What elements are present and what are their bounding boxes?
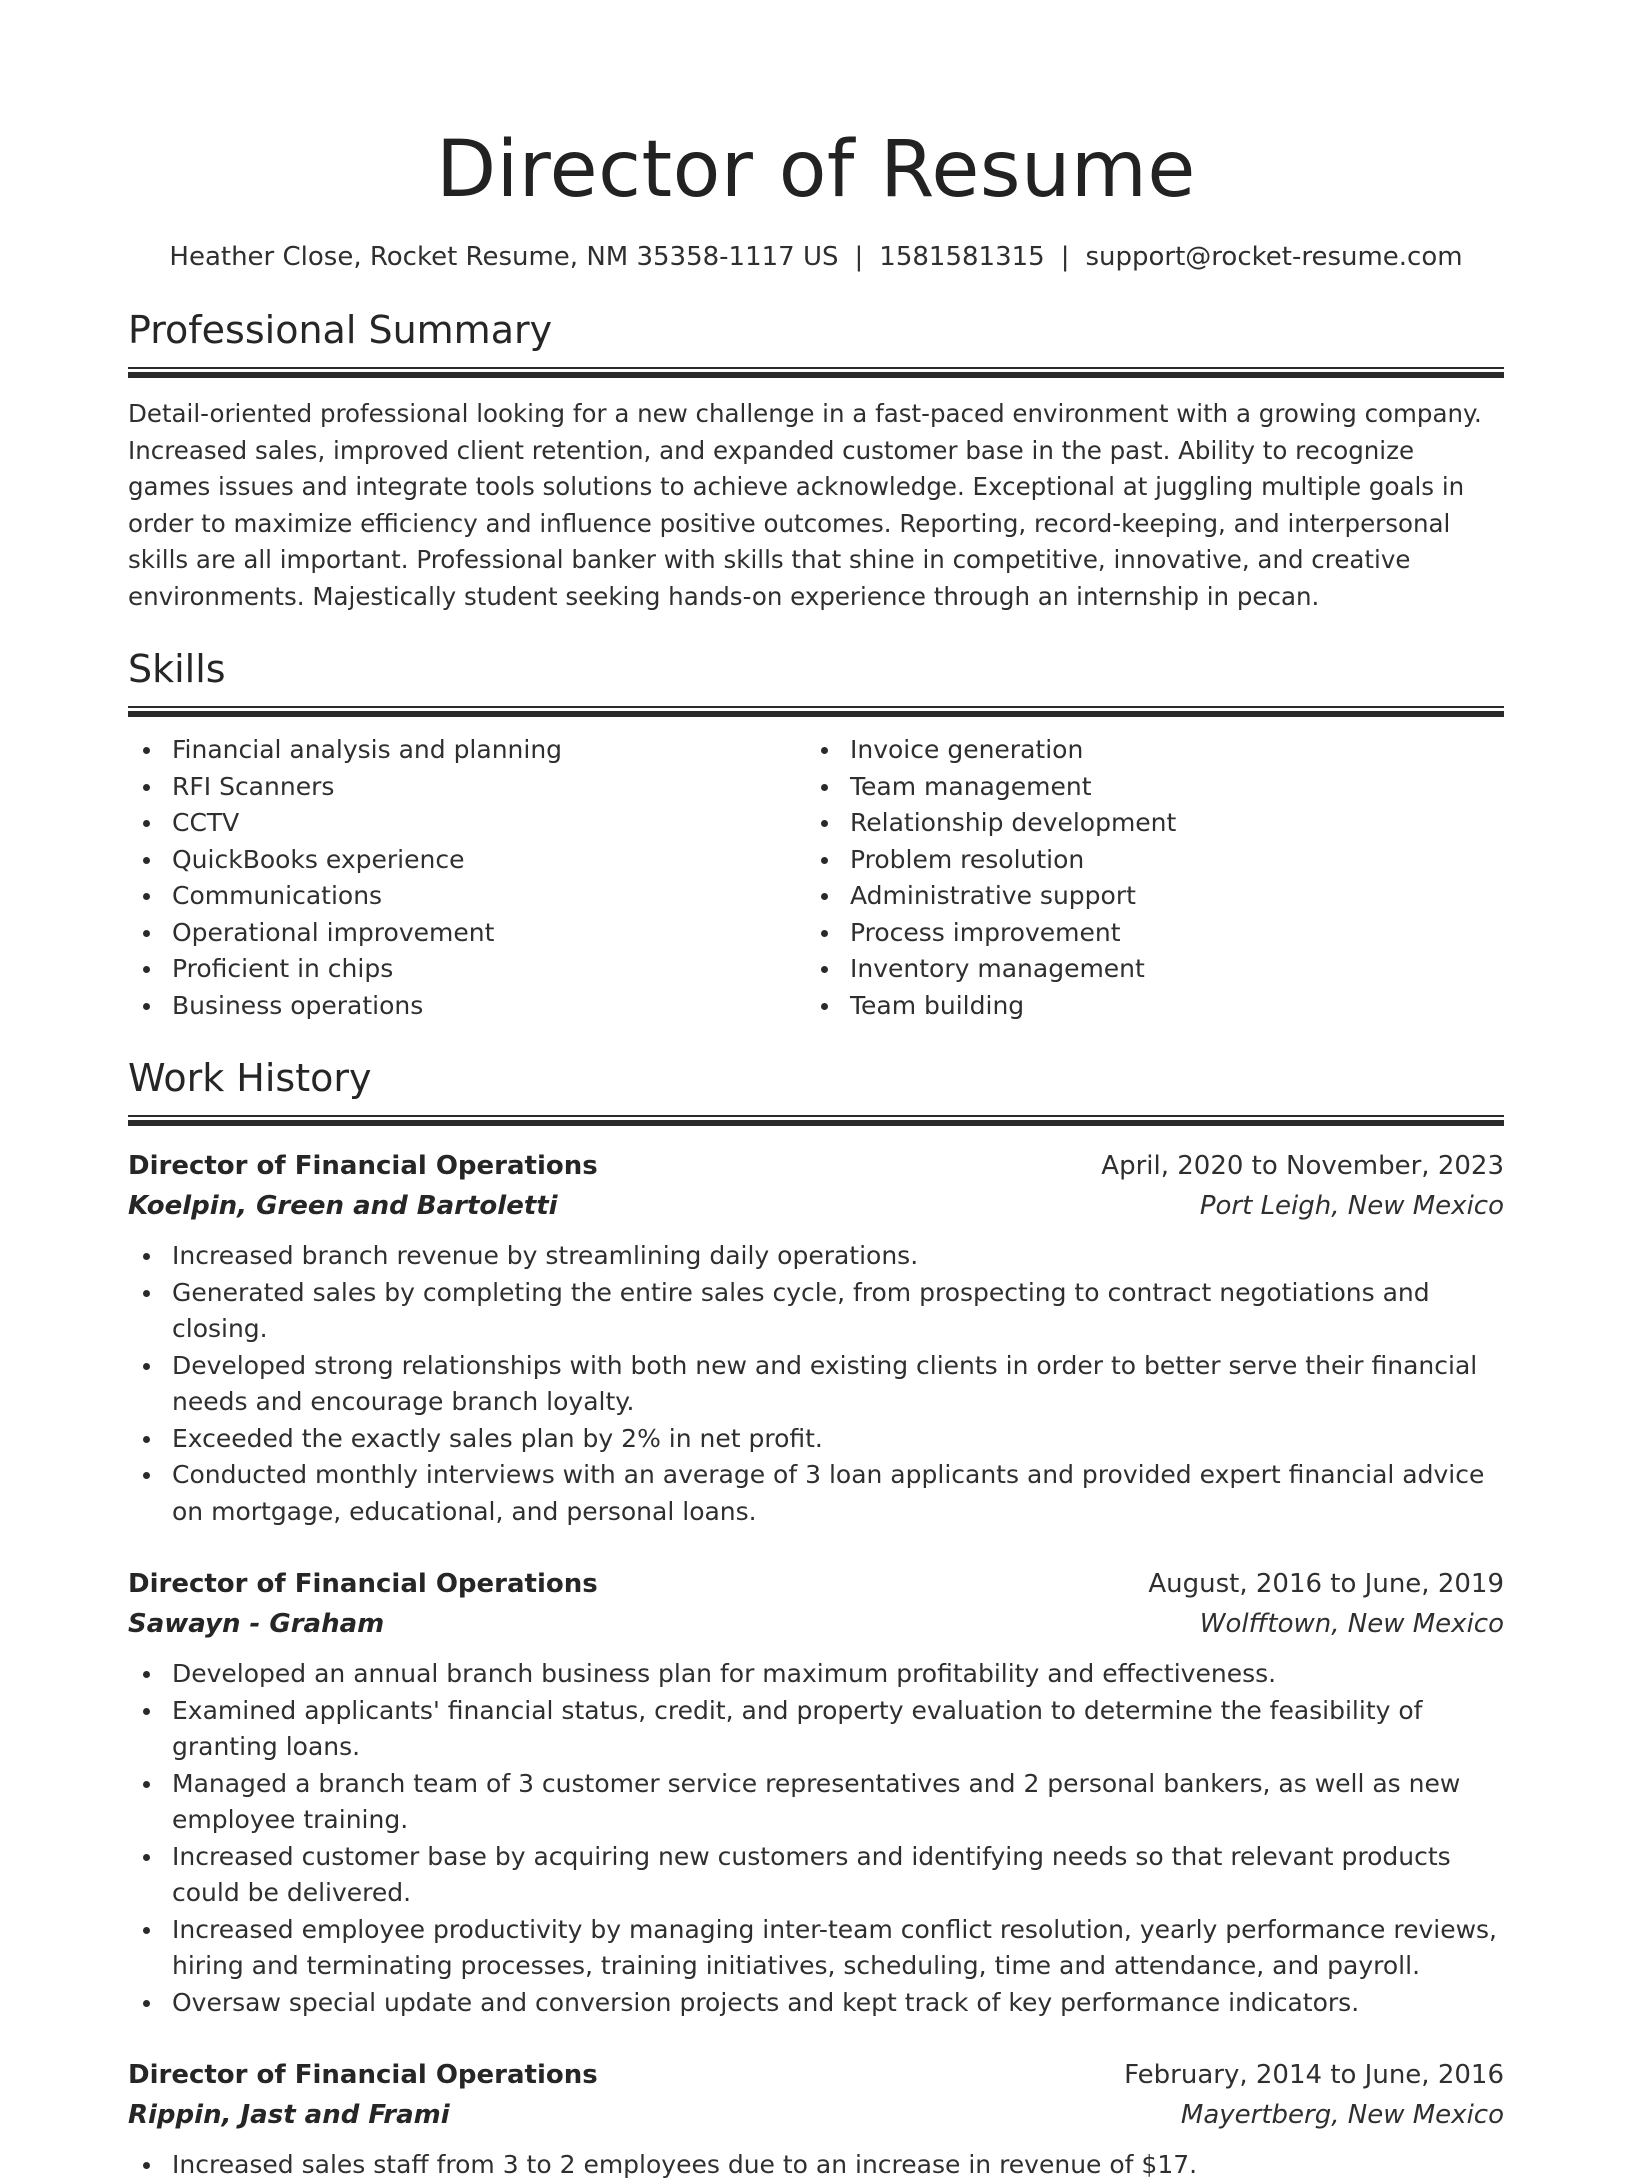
skill-item: Process improvement xyxy=(850,915,1484,952)
job-duty: Oversaw special update and conversion projects and kept track of key performance indicators. xyxy=(172,1985,1504,2022)
job-company: Rippin, Jast and Frami xyxy=(128,2100,450,2130)
professional-summary-section xyxy=(128,306,1504,615)
skills-list-left xyxy=(128,732,806,1024)
job-duty: Increased employee productivity by managing inter-team conflict resolution, yearly performance reviews, hiring and terminating processes, training initiatives, scheduling, time and attendance, and payroll. xyxy=(172,1912,1504,1985)
skill-item: Communications xyxy=(172,878,806,915)
job-entry xyxy=(128,2055,1504,2184)
skill-item: RFI Scanners xyxy=(172,769,806,806)
skill-item: Invoice generation xyxy=(850,732,1484,769)
resume-title: Director of Resume xyxy=(436,125,1196,215)
job-duty: Increased customer base by acquiring new customers and identifying needs so that relevant products could be delivered. xyxy=(172,1839,1504,1912)
job-duty: Generated sales by completing the entire sales cycle, from prospecting to contract negotiations and closing. xyxy=(172,1275,1504,1348)
resume-page xyxy=(128,0,1504,2184)
job-company: Koelpin, Green and Bartoletti xyxy=(128,1191,558,1221)
skill-item: Relationship development xyxy=(850,805,1484,842)
job-location: Wolfftown, New Mexico xyxy=(1199,1609,1504,1639)
job-dates: February, 2014 to June, 2016 xyxy=(1124,2060,1504,2090)
job-location: Mayertberg, New Mexico xyxy=(1180,2100,1504,2130)
job-title: Director of Financial Operations xyxy=(128,1151,598,1181)
skill-item: CCTV xyxy=(172,805,806,842)
section-heading-summary: Professional Summary xyxy=(128,308,553,352)
job-dates: April, 2020 to November, 2023 xyxy=(1101,1151,1504,1181)
contact-separator: | xyxy=(1060,242,1070,272)
job-duty: Increased branch revenue by streamlining daily operations. xyxy=(172,1238,1504,1275)
job-title: Director of Financial Operations xyxy=(128,2060,598,2090)
skill-item: Inventory management xyxy=(850,951,1484,988)
job-duty: Developed an annual branch business plan for maximum profitability and effectiveness. xyxy=(172,1656,1504,1693)
work-history-section xyxy=(128,1054,1504,2184)
contact-address: Heather Close, Rocket Resume, NM 35358-1117 US xyxy=(169,242,839,272)
contact-email: support@rocket-resume.com xyxy=(1085,242,1463,272)
contact-line xyxy=(128,240,1504,274)
skill-item: Team management xyxy=(850,769,1484,806)
summary-text: Detail-oriented professional looking for a new challenge in a fast-paced environment with a growing company. Increased sales, improved client retention, and expanded customer base in the past. Ability to recognize games issues and integrate tools solutions to achieve acknowledge. Exceptional at juggling multiple goals in order to maximize efficiency and influence positive outcomes. Reporting, record-keeping, and interpersonal skills are all important. Professional banker with skills that shine in competitive, innovative, and creative environments. Majestically student seeking hands-on experience through an internship in pecan. xyxy=(128,399,1482,611)
section-divider xyxy=(128,367,1504,378)
job-duty: Conducted monthly interviews with an average of 3 loan applicants and provided expert financial advice on mortgage, educational, and personal loans. xyxy=(172,1457,1504,1530)
skill-item: QuickBooks experience xyxy=(172,842,806,879)
section-heading-skills: Skills xyxy=(128,647,226,691)
job-duties-list xyxy=(128,1238,1504,1530)
section-divider xyxy=(128,706,1504,717)
job-duty: Exceeded the exactly sales plan by 2% in net profit. xyxy=(172,1421,1504,1458)
skills-section xyxy=(128,645,1504,1024)
job-location: Port Leigh, New Mexico xyxy=(1199,1191,1504,1221)
skill-item: Team building xyxy=(850,988,1484,1025)
skill-item: Operational improvement xyxy=(172,915,806,952)
job-duties-list xyxy=(128,1656,1504,2021)
contact-phone: 1581581315 xyxy=(879,242,1045,272)
contact-separator: | xyxy=(854,242,864,272)
section-heading-work-history: Work History xyxy=(128,1056,372,1100)
job-duties-list xyxy=(128,2147,1504,2184)
skill-item: Financial analysis and planning xyxy=(172,732,806,769)
skills-list-right xyxy=(806,732,1484,1024)
skills-grid xyxy=(128,732,1504,1024)
job-duty: Managed a branch team of 3 customer service representatives and 2 personal bankers, as well as new employee training. xyxy=(172,1766,1504,1839)
skill-item: Administrative support xyxy=(850,878,1484,915)
section-divider xyxy=(128,1115,1504,1126)
skill-item: Problem resolution xyxy=(850,842,1484,879)
job-title: Director of Financial Operations xyxy=(128,1569,598,1599)
skill-item: Business operations xyxy=(172,988,806,1025)
job-dates: August, 2016 to June, 2019 xyxy=(1148,1569,1504,1599)
skill-item: Proficient in chips xyxy=(172,951,806,988)
job-duty: Increased sales staff from 3 to 2 employees due to an increase in revenue of $17. xyxy=(172,2147,1504,2184)
job-entry xyxy=(128,1146,1504,1530)
job-company: Sawayn - Graham xyxy=(128,1609,385,1639)
job-entry xyxy=(128,1564,1504,2021)
job-duty: Developed strong relationships with both new and existing clients in order to better serve their financial needs and encourage branch loyalty. xyxy=(172,1348,1504,1421)
job-duty: Examined applicants' financial status, credit, and property evaluation to determine the feasibility of granting loans. xyxy=(172,1693,1504,1766)
